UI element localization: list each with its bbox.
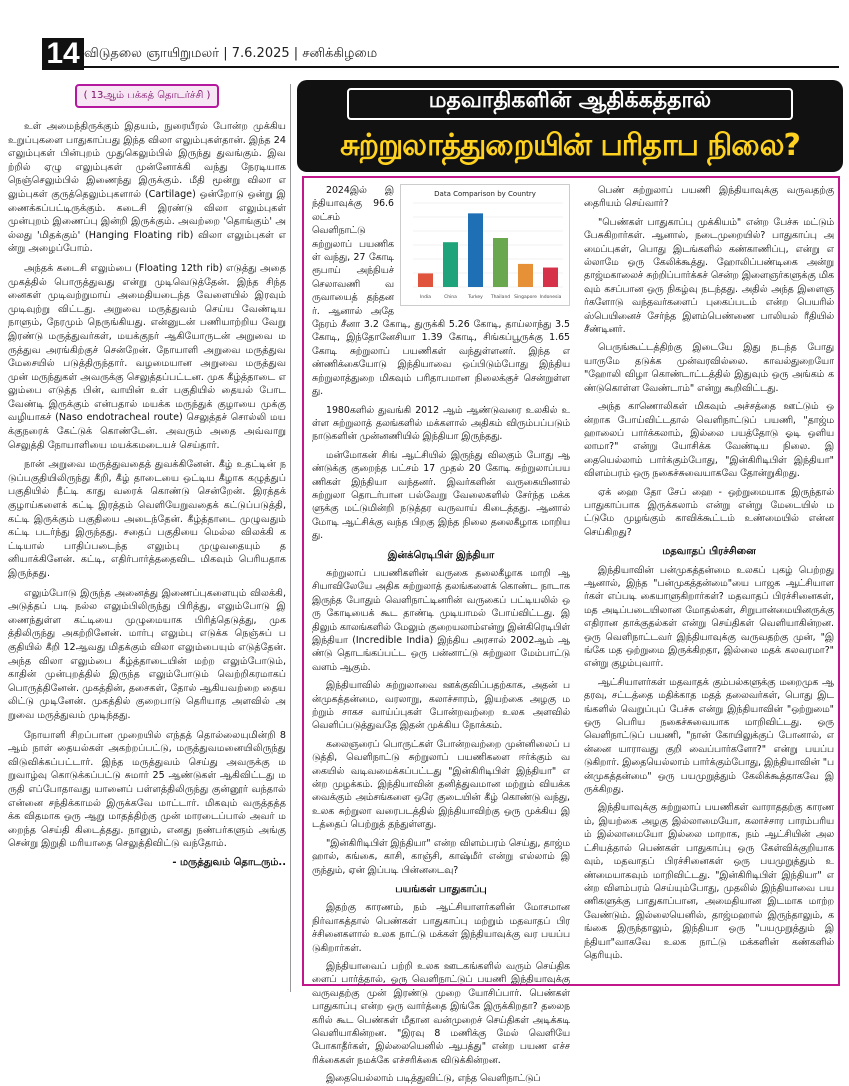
chart-x-tick-label: Indonesia [539, 295, 562, 300]
headline-top: மதவாதிகளின் ஆதிக்கத்தால் [428, 88, 712, 113]
page-number: 14 [42, 38, 84, 70]
chart-grid [413, 203, 563, 287]
article-paragraph: இந்தியாவில் சுற்றுலாவை ஊக்குவிப்பதற்காக, அதன் பன்முகத்தன்மை, வரலாறு, கலாச்சாரம், இயற்கை அழகு மற்றும் சாகச வாய்ப்புகள் போன்றவற்றை உலக அளவில் வெளிப்படுத்துவதே இதன் முக்கிய நோக்கம். [312, 680, 570, 732]
article-paragraph: 1980களில் துவங்கி 2012 ஆம் ஆண்டுவரை உலகில் உள்ள சுற்றுலாத் தலங்களில் மக்களால் அதிகம் விரும்பப்படும் நாடுகளின் முன்னணியில் இந்தியா இருந்தது. [312, 404, 570, 443]
article-paragraph: ஏக் ஹை தோ சேப் ஹை - ஒற்றுமையாக இருந்தால் பாதுகாப்பாக இருக்கலாம் என்று என்று மேடையில் மட்டுமே முழங்கும் காவிக்கூட்டம் உண்மையில் என்ன செய்கிறது? [584, 486, 834, 538]
header-line: விடுதலை ஞாயிறுமலர் | 7.6.2025 | சனிக்கிழமை [84, 46, 378, 61]
chart-bar [443, 242, 458, 287]
article-paragraph: "இன்கிரிடிபிள் இந்தியா" என்ற விளம்பரம் செய்து, தாஜ்மஹால், கங்கை, காசி, காஞ்சி, காஷ்மீர் என்று எல்லாம் இருந்தும், ஏன் இப்படி பின்னடைவு? [312, 837, 570, 876]
article-paragraph: கலைஞரைப் பொருட்கள் போன்றவற்றை முன்னிலைப் படுத்தி, வெளிநாட்டு சுற்றுலாப் பயணிகளை ஈர்க்கும் வகையில் வடிவமைக்கப்பட்டது "இன்கிரிடிபிள் இந்தியா" என்ற முழக்கம். இந்தியாவின் தனித்துவமான மற்றும் வியக்க வைக்கும் அம்சங்களை ஒரே குடையின் கீழ் கொண்டு வந்து, உலக சுற்றுலா வரைபடத்தில் இந்தியாவிற்கு ஒரு முக்கிய இடத்தைப் பெற்றுத் தந்துள்ளது. [312, 738, 570, 831]
left-paragraph: உள் அமைந்திருக்கும் இதயம், நுரையீரல் போன்ற முக்கிய உறுப்புகளை பாதுகாப்பது இந்த விலா எலும்புகள்தான். இந்த 24 எலும்புகள் பின்புறம் முதுகெலும்பில் இருந்து துவங்கும். இவற்றில் ஏழு எலும்புகள் முன்னோக்கி வந்து நேரடியாக நெஞ்செலும்பில் இணைந்து இருக்கும். மீதி மூன்று விலா எலும்புகள் குருத்தெலும்புகளால் (Cartilage) ஒன்றோடு ஒன்று இணைக்கப்பட்டிருக்கும். கடைசி இரண்டு விலா எலும்புகள் முன்புறம் இணைப்பு இன்றி இருக்கும். அவற்றை 'தொங்கும்' அல்லது 'மிதக்கும்' (Hanging Floating rib) விலா எலும்புகள் என்று அழைப்போம். [8, 121, 286, 255]
continuation-badge: ( 13ஆம் பக்கத் தொடர்ச்சி ) [75, 84, 219, 108]
left-paragraph: எலும்போடு இருந்த அனைத்து இணைப்புகளையும் விலக்கி, அடுத்தப் படி நல்ல எலும்பிலிருந்து பிரித்து, எலும்போடு இணைந்துள்ள கட்டியை முழுமையாக பிரித்தெடுத்து, முகத்திலிருந்து அகற்றினேன். மார்பு எலும்பு எடுக்க நெஞ்சுப் பகுதியில் கீறி 12ஆவது மிதக்கும் விலா எலும்பையும் எடுத்தேன். அந்த விலா எலும்பை கீழ்த்தாடையின் மற்ற எலும்போடும், காதின் முன்புறத்தில் இருந்த எலும்போடும் வெற்றிகரமாகப் பொருத்தினேன். முகத்தின், தசைகள், தோல் ஆகியவற்றை தையலிட்டு முடினேன். முகத்தில் குறைபாடு தெரியாத அளவில் அறுவை மருத்துவம் முடிந்தது. [8, 587, 286, 721]
chart-bars [418, 213, 558, 287]
chart-svg [401, 185, 569, 305]
header-rule [84, 66, 839, 68]
chart-title: Data Comparison by Country [434, 190, 536, 198]
article-paragraph: மன்மோகன் சிங் ஆட்சியில் இருந்து விலகும் போது ஆண்டுக்கு குறைந்த பட்சம் 17 முதல் 20 கோடி சுற்றுலாப்பயணிகள் இந்தியா வந்தனர். இவர்களின் வருகையினால் சுற்றுலா தொடர்பான பல்வேறு வேலைகளில் சேர்ந்த மக்களுக்கு மட்டுமின்றி நடுத்தர வருவாய் கிடைத்தது. ஆனால் மோடி ஆட்சிக்கு வந்த பிறகு இந்த நிலை தலைகீழாக மாறியது. [312, 449, 570, 542]
article-column-1 [312, 184, 570, 1085]
chart-x-tick-label: India [419, 295, 432, 300]
chart-x-tick-label: China [444, 295, 457, 300]
chart-bar [468, 213, 483, 287]
left-paragraph: அந்தக் கடைசி எலும்பை (Floating 12th rib) எடுத்து அதை முகத்தில் பொருத்துவது என்று முடிவெடுத்தேன். இந்த சிந்தனைகள் முடிவற்றுமாய் அமைதியடைந்த வேளையில் இரவும் முடிவுற்று விட்டது. அறுவை மருத்துவம் செய்ய வேண்டிய நாளும், நேரமும் நெருங்கியது. என்னுடன் பணியாற்றிய வேறு இரண்டு மருத்துவர்கள், மயக்குநர் ஆகியோருடன் அறுவை மருத்துவ அரங்கிற்குச் சென்றேன். நோயாளி அறுவை மருத்துவ மேசையில் படுத்திருந்தார். வழமையான அறுவை மருத்துவ முன் மருந்துகள் அவருக்கு செலுத்தப்பட்டன. முக கீழ்த்தாடை எலும்பை எடுத்த பின், வாயின் உள் பகுதியில் தையல் போட வேண்டி இருக்கும் என்பதால் மயக்க மருந்துக் குழாயை முக்கு வழியாகச் (Naso endotracheal route) செலுத்தச் சொல்லி மயக்குநரைக் கேட்டுக் கொண்டேன். அவரும் அதை அவ்வாறு செலுத்தி நோயாளியை மயக்கமடையச் செய்தார். [8, 262, 286, 451]
chart-bar [518, 264, 533, 287]
headline-main: சுற்றுலாத்துறையின் பரிதாப நிலை? [340, 128, 800, 163]
chart-x-tick-label: Turkey [468, 295, 483, 300]
chart-x-tick-label: Thailand [490, 295, 511, 300]
chart-x-tick-labels [420, 294, 562, 300]
chart-bar [543, 268, 558, 287]
article-paragraph: இதையெல்லாம் படித்துவிட்டு, எந்த வெளிநாட்டுப் [326, 1073, 541, 1085]
article-paragraph: சுற்றுலாப் பயணிகளின் வருகை தலைகீழாக மாறி ஆசியாவிலேயே அதிக சுற்றுலாத் தலங்களைக் கொண்ட நாடாக இருந்த போதும் வெளிநாட்டினரின் வருகைப் பட்டியலில் ஒரு கோடியைக் கூட தாண்டி முடியாமல் போய்விட்டது. இதிலும் காலங்களில் மேலும் குறையலாம்என்று இன்கிரெடிபிள் இந்தியா (Incredible India) இந்திய அரசால் 2002ஆம் ஆண்டு தொடங்கப்பட்ட ஒரு பன்னாட்டு சுற்றுலா மேம்பாட்டு வளம் ஆகும். [312, 567, 570, 673]
article-paragraph: அந்த காணொலிகள் மிகவும் அச்சத்தை ஊட்டும் ஒன்றாக போய்விட்டதால் வெளிநாட்டுப் பயணி, "தாஜ்மஹாலைப் பார்க்கலாம், இல்லை பயத்தோடு ஓடி ஒளியலாமா?" என்று யோசிக்க வேண்டிய நிலை. இதையெல்லாம் பார்க்கும்போது, "இன்கிரிடிபிள் இந்தியா" விளம்பரம் ஒரு நகைச்சுவையாகவே தோன்றுகிறது. [584, 401, 834, 480]
continued-note: - மருத்துவம் தொடரும்.. [172, 856, 286, 868]
article-column-2 [584, 184, 834, 978]
article-paragraph: இந்தியாவுக்கு சுற்றுலாப் பயணிகள் வாராததற்கு காரணம், இயற்கை அழகு இல்லாமையோ, கலாச்சார பாரம்பரியம் இல்லாமையோ இல்லை மாறாக, நம் ஆட்சியின் அலட்சியத்தால் பெண்கள் பாதுகாப்பு ஒரு கேள்விக்குறியாகவும், மதவாதப் பிரச்சினைகள் ஒரு பயமுறுத்தும் உண்மையாகவும் மாறிவிட்டது. "இன்கிரிடிபிள் இந்தியா" என்ற விளம்பரம் செய்யும்போது, முதலில் இந்தியாவை பயணிகளுக்கு பாதுகாப்பான, அமைதியான இடமாக மாற்ற வேண்டும். இல்லையெனில், தாஜ்மஹால் இருந்தாலும், கங்கை இருந்தாலும், இந்தியா ஒரு "பயமுறுத்தும் இந்தியா"வாகவே உலக நாட்டு மக்களின் கண்களில் தெரியும். [584, 802, 834, 961]
left-column [8, 84, 286, 992]
chart-x-tick-label: Singapore [514, 295, 537, 300]
left-paragraph: நோயாளி சிறப்பான முறையில் எந்தத் தொல்லையுமின்றி 8ஆம் நாள் தையல்கள் அகற்றப்பட்டு, மருத்துவமனையிலிருந்து விடுவிக்கப்பட்டார். இந்த மருத்துவம் செய்து அவருக்கு மறுவாழ்வு கொடுக்கப்பட்டு சுமார் 25 ஆண்டுகள் ஆகிவிட்டது மருதி எப்போதாவது யானைப் பள்ளத்திலிருந்து குன்னூர் வந்தால் என்னை சந்திக்காமல் இருக்கவே மாட்டார். மிகவும் வருத்தத்தக்க விதமாக ஒரு ஆறு மாதத்திற்கு முன் மாரடைப்பால் அவர் மறைந்த செய்தி கிடைத்தது. நானும், எனது நண்பர்களும் அங்கு சென்று இறுதி மரியாதை செலுத்திவிட்டு வந்தோம். [8, 729, 286, 850]
article-box [302, 176, 840, 1085]
article-paragraph: ஆட்சியாளர்கள் மதவாதக் கும்பல்களுக்கு மறைமுக ஆதரவு, சட்டத்தை மதிக்காத மதத் தலைவர்கள், பொது இடங்களில் வெறுப்புப் பேச்சு என்று இந்தியாவின் "ஒற்றுமை" ஒரு பெரிய நகைச்சுவையாக மாறிவிட்டது. ஒரு வெளிநாட்டுப் பயணி, "நான் கோயிலுக்குப் போனால், என்னை யாராவது குறி வைப்பார்களோ?" என்று பயப்படுகிறார். இதையெல்லாம் பார்க்கும்போது, இந்தியாவின் "பன்முகத்தன்மை" ஒரு பயமுறுத்தும் கேலிக்கூத்தாகவே இருக்கிறது. [584, 676, 834, 796]
subheading: இன்க்ரெடிபிள் இந்தியா [387, 549, 495, 561]
column-divider [290, 84, 291, 992]
subheading: மதவாதப் பிரச்சினை [662, 546, 756, 558]
chart-bar [493, 238, 508, 287]
page-header [0, 0, 849, 70]
article-paragraph: 2024இல் இந்தியாவுக்கு 96.6 லட்சம் வெளிநாட்டு சுற்றுலாப் பயணிகள் வந்து, 27 கோடி ரூபாய் அந்நியச் செலாவணி வருவாயைத் தந்தனர். ஆனால் அதே நேரம் சீனா 3.2 கோடி, துருக்கி 5.26 கோடி, தாய்லாந்து 3.5 கோடி, இந்தோனேசியா 1.39 கோடி, சிங்கப்பூருக்கு 1.65 கோடி சுற்றுலாப் பயணிகள் வந்துள்ளனர். இந்த எண்ணிக்கையோடு இந்தியாவை ஒப்பிடும்போது இந்திய சுற்றுலாத்துறை மிகவும் பரிதாபமான நிலைக்குச் சென்றுள்ளது. [312, 185, 570, 398]
left-paragraph: நான் அறுவை மருத்துவதைத் துவக்கினேன். கீழ் உதட்டின் நடுப்பகுதியிலிருந்து கீறி, கீழ் தாடையை ஒட்டிய கீழாக கழுத்துப் பகுதியில் நீட்டி காது வரைக் கொண்டு சென்றேன். இரத்தக் குழாய்களைக் கட்டி இரத்தம் வெளியேறுவதைக் கட்டுப்படுத்தி, கட்டி இருக்கும் பகுதியை அடைந்தேன். கீழ்த்தாடை முழுவதும் கட்டி படர்ந்து இருந்தது. சதைப் பகுதியை மெல்ல விலக்கி கட்டியால் பாதிப்படைந்த எலும்பு முழுவதையும் தனியாக்கினேன். கட்டி, எதிர்பார்த்ததைவிட மிகவும் பெரியதாக இருந்தது. [8, 459, 286, 579]
bar-chart [400, 184, 570, 306]
article-paragraph: இந்தியாவின் பன்முகத்தன்மை உலகப் புகழ் பெற்றது ஆனால், இந்த "பன்முகத்தன்மை"யை பாஜக ஆட்சியாளர்கள் எப்படி கையாளுகிறார்கள்? மதவாதப் பிரச்சினைகள், மத அடிப்படையிலான மோதல்கள், சிறுபான்மையினருக்கு எதிரான தாக்குதல்கள் என்று செய்திகள் வெளியாகின்றன. ஒரு வெளிநாட்டவர் இந்தியாவுக்கு வருவதற்கு முன், "இங்கே மத ஒற்றுமை இருக்கிறதா, இல்லை மதக் கலவரமா?" என்று குழம்புவார். [584, 564, 834, 670]
article-paragraph: பெண் சுற்றுலாப் பயணி இந்தியாவுக்கு வருவதற்கு தைரியம் செய்வார்? [584, 185, 834, 210]
article-paragraph: "பெண்கள் பாதுகாப்பு முக்கியம்" என்ற பேச்சு மட்டும் பேசுகிறார்கள். ஆனால், நடைமுறையில்? பாதுகாப்பு அமைப்புகள், பொது இடங்களில் கண்காணிப்பு, என்று எல்லாமே ஒரு கேலிக்கூத்து. ஹோலிப்பண்டிகை அன்று தாஜ்மகாலைச் சுற்றிப்பார்க்கச் சென்ற இளைஞர்களுக்கு மிகவும் கசப்பான ஒரு நிகழ்வு நடந்தது. அதில் அந்த இளைஞர்களோடு வந்தவர்களைப் புகைப்படம் என்ற பெயரில் ஸ்பெயினைச் சேர்ந்த இளம்பெண்ணை பாலியல் ரீதியில் சீண்டினர். [584, 216, 834, 336]
chart-bar [418, 273, 433, 287]
article-paragraph: இதற்கு காரணம், நம் ஆட்சியாளர்களின் மோசமான நிர்வாகத்தால் பெண்கள் பாதுகாப்பு மற்றும் மதவாதப் பிரச்சினைகளால் உலக நாட்டு மக்கள் இந்தியாவுக்கு வர பயப்படுகிறார்கள். [312, 902, 570, 954]
subheading: பயங்கள் பாதுகாப்பு [395, 883, 487, 895]
article-paragraph: பெருங்கூட்டத்திற்கு இடையே இது நடந்த போது யாருமே தடுக்க முன்வரவில்லை. காவல்துறையோ "ஹோலி விழா கொண்டாட்டத்தில் இதுவும் ஒரு அங்கம் கண்டுகொள்ள வேண்டாம்" என்று கூறிவிட்டது. [584, 342, 834, 394]
headline-banner [297, 80, 843, 172]
article-paragraph: இந்தியாவைப் பற்றி உலக ஊடகங்களில் வரும் செய்திகளைப் பார்த்தால், ஒரு வெளிநாட்டுப் பயணி இந்தியாவுக்கு வருவதற்கு முன் இரண்டு முறை யோசிப்பார். பெண்கள் பாதுகாப்பு என்ற ஒரு வார்த்தை இங்கே இருக்கிறதா? தலைநகரில் கூட பெண்கள் மீதான வன்முறைச் செய்திகள் அடிக்கடி வெளியாகின்றன. "இரவு 8 மணிக்கு மேல் வெளியே போகாதீர்கள், இல்லையெனில் ஆபத்து" என்ற பயண எச்சரிக்கைகள் நமக்கே எச்சரிக்கை விடுக்கின்றன. [312, 960, 570, 1066]
